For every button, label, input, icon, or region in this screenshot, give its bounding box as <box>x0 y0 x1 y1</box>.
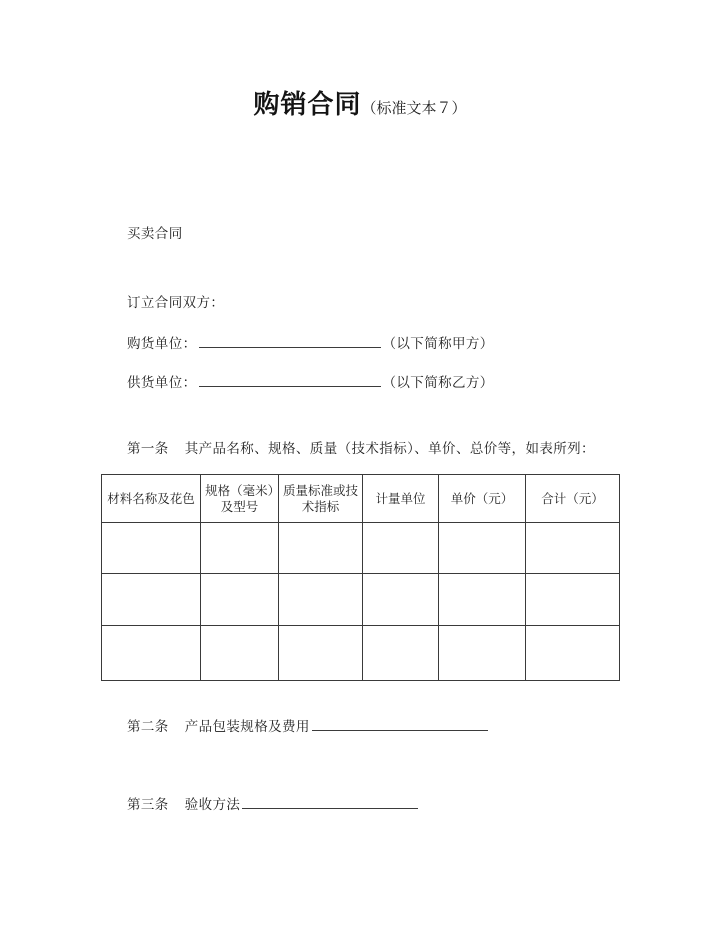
contract-subject <box>127 225 183 243</box>
table-header-specification: 规格（毫米）及型号 <box>201 475 279 523</box>
table-cell-unit[interactable] <box>363 626 439 681</box>
table-cell-total[interactable] <box>526 574 620 626</box>
clause-3-number: 第三条 <box>127 797 169 812</box>
page-title <box>0 84 720 121</box>
table-cell-unit[interactable] <box>363 574 439 626</box>
table-cell-unit-price[interactable] <box>439 523 526 574</box>
clause-3-text: 验收方法 <box>184 797 241 812</box>
table-cell-specification[interactable] <box>201 574 279 626</box>
clause-2-text: 产品包装规格及费用 <box>184 719 310 734</box>
table-cell-unit[interactable] <box>363 523 439 574</box>
table-cell-total[interactable] <box>526 523 620 574</box>
clause-2-blank[interactable] <box>312 716 488 731</box>
table-cell-material-name[interactable] <box>102 626 201 681</box>
table-cell-quality-standard[interactable] <box>279 523 363 574</box>
buyer-line <box>127 333 494 353</box>
seller-label: 供货单位： <box>127 375 197 390</box>
table-cell-quality-standard[interactable] <box>279 574 363 626</box>
table-row <box>102 574 620 626</box>
table-cell-material-name[interactable] <box>102 523 201 574</box>
table-header-row <box>102 475 620 523</box>
buyer-label: 购货单位： <box>127 336 197 351</box>
clause-2 <box>127 716 490 736</box>
clause-3 <box>127 794 420 814</box>
table-cell-unit-price[interactable] <box>439 626 526 681</box>
table-header-unit-price: 单价（元） <box>439 475 526 523</box>
clause-1-text: 其产品名称、规格、质量（技术指标）、单价、总价等，如表所列： <box>184 441 595 456</box>
goods-table-wrapper <box>101 474 619 681</box>
buyer-note: （以下简称甲方） <box>382 336 494 351</box>
table-cell-unit-price[interactable] <box>439 574 526 626</box>
table-cell-quality-standard[interactable] <box>279 626 363 681</box>
title-sub-text: （标准文本７） <box>361 100 467 117</box>
table-row <box>102 523 620 574</box>
seller-note: （以下简称乙方） <box>382 375 494 390</box>
table-header-material-name: 材料名称及花色 <box>102 475 201 523</box>
table-cell-specification[interactable] <box>201 626 279 681</box>
clause-2-number: 第二条 <box>127 719 169 734</box>
buyer-name-blank[interactable] <box>199 333 381 348</box>
clause-1-number: 第一条 <box>127 441 169 456</box>
table-row <box>102 626 620 681</box>
table-header-quality-standard: 质量标准或技术指标 <box>279 475 363 523</box>
clause-3-blank[interactable] <box>242 794 418 809</box>
parties-heading-text: 订立合同双方： <box>127 295 225 310</box>
table-cell-total[interactable] <box>526 626 620 681</box>
clause-1 <box>127 440 595 458</box>
table-header-total: 合计（元） <box>526 475 620 523</box>
seller-line <box>127 372 494 392</box>
contract-subject-text: 买卖合同 <box>127 226 183 241</box>
seller-name-blank[interactable] <box>199 372 381 387</box>
table-cell-material-name[interactable] <box>102 574 201 626</box>
parties-heading <box>127 294 224 312</box>
table-header-unit: 计量单位 <box>363 475 439 523</box>
table-cell-specification[interactable] <box>201 523 279 574</box>
title-main-text: 购销合同 <box>253 89 362 119</box>
goods-table <box>101 474 620 681</box>
